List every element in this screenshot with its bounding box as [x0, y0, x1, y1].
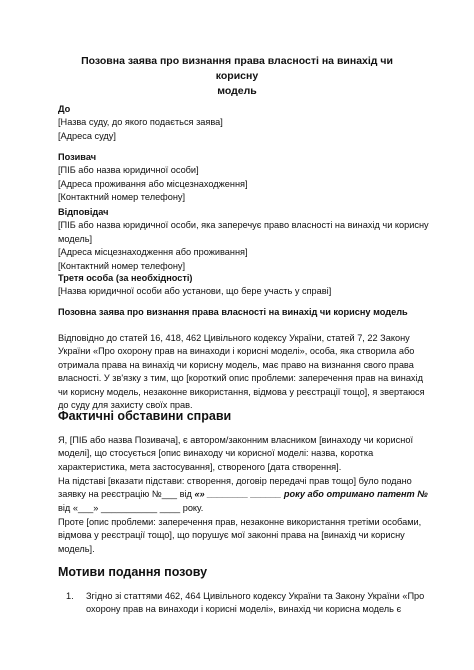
defendant-label: Відповідач [58, 207, 109, 217]
court-name: [Назва суду, до якого подається заява] [58, 117, 223, 128]
intro-line: чи корисну модель, незаконне використання, відмова у реєстрації тощо], я звертаюся [58, 386, 425, 397]
facts-paragraph-2 [58, 475, 428, 515]
plaintiff-block [58, 151, 418, 205]
court-address: [Адреса суду] [58, 130, 116, 141]
defendant-name: [ПІБ або назва юридичної особи, яка заперечує право власності на винахід чи корисну [58, 220, 429, 231]
intro-line: отримала права на винахід чи корисну модель, має право на визнання свого права [58, 359, 414, 370]
facts-heading: Фактичні обставини справи [58, 409, 232, 423]
facts-paragraph-1 [58, 434, 418, 474]
facts-line-2 [58, 488, 428, 501]
facts-line: відмова у реєстрації тощо], що порушує мої законні права на [винахід чи корисну [58, 530, 405, 541]
defendant-name-cont: модель] [58, 233, 93, 244]
plaintiff-address: [Адреса проживання або місцезнаходження] [58, 178, 248, 189]
facts-line: Я, [ПІБ або назва Позивача], є автором/законним власником [винаходу чи корисної [58, 435, 413, 445]
subject-heading-text: Позовна заява про визнання права власності на винахід чи корисну модель [58, 307, 408, 317]
date-day-placeholder: ___ [77, 502, 94, 513]
date-prefix: від « [58, 502, 78, 513]
third-party-name: [Назва юридичної особи або установи, що бере участь у справі] [58, 286, 332, 297]
motives-list-item [86, 590, 426, 617]
facts-line: На підставі [вказати підстави: створення, договір передачі прав тощо] було подано [58, 476, 412, 486]
patent-date-placeholder: «» ________ ______ року або отримано патент № [194, 489, 428, 500]
third-party-label: Третя особа (за необхідності) [58, 273, 193, 283]
facts-line: моделі], що стосується [опис винаходу чи корисної моделі: назва, коротка [58, 448, 374, 459]
date-rest: » ___________ ____ року. [93, 502, 204, 513]
facts-line-3 [58, 502, 418, 515]
facts-line: модель]. [58, 543, 95, 554]
title-line: Позовна заява про визнання права власності на винахід чи корисну [81, 55, 393, 82]
facts-paragraph-3 [58, 516, 422, 556]
plaintiff-label: Позивач [58, 152, 97, 162]
facts-line: Проте [опис проблеми: заперечення прав, незаконне використання третіми особами, [58, 517, 422, 527]
defendant-phone: [Контактний номер телефону] [58, 260, 186, 271]
facts-line: характеристика, мета застосування], створеного [дата створення]. [58, 461, 342, 472]
plaintiff-phone: [Контактний номер телефону] [58, 192, 186, 203]
motives-heading: Мотиви подання позову [58, 565, 208, 579]
intro-line: Відповідно до статей 16, 418, 462 Цивільного кодексу України, статей 7, 22 Закону [58, 333, 410, 343]
to-label: До [58, 104, 71, 114]
defendant-address: [Адреса місцезнаходження або проживання] [58, 247, 248, 258]
third-party-block [58, 272, 418, 299]
intro-line: власності. У зв'язку з тим, що [короткий опис проблеми: заперечення прав на винахід [58, 373, 423, 384]
plaintiff-name: [ПІБ або назва юридичної особи] [58, 165, 199, 176]
application-number-text: заявку на реєстрацію №___ від [58, 489, 195, 500]
intro-line: України «Про охорону прав на винаходи і корисні моделі», особа, яка створила або [58, 346, 415, 357]
subject-heading [58, 306, 418, 319]
list-item-number: 1. [66, 591, 74, 601]
document-title [60, 54, 414, 99]
to-court-block [58, 103, 418, 143]
title-line: модель [217, 85, 257, 97]
motives-line: охорону прав на винаходи і корисні моделі», винахід чи корисна модель є [86, 604, 402, 615]
defendant-block [58, 206, 429, 273]
motives-line: Згідно зі статтями 462, 464 Цивільного кодексу України та Закону України «Про [86, 591, 425, 601]
intro-paragraph [58, 332, 425, 412]
intro-line: до суду для захисту своїх прав. [58, 400, 193, 411]
